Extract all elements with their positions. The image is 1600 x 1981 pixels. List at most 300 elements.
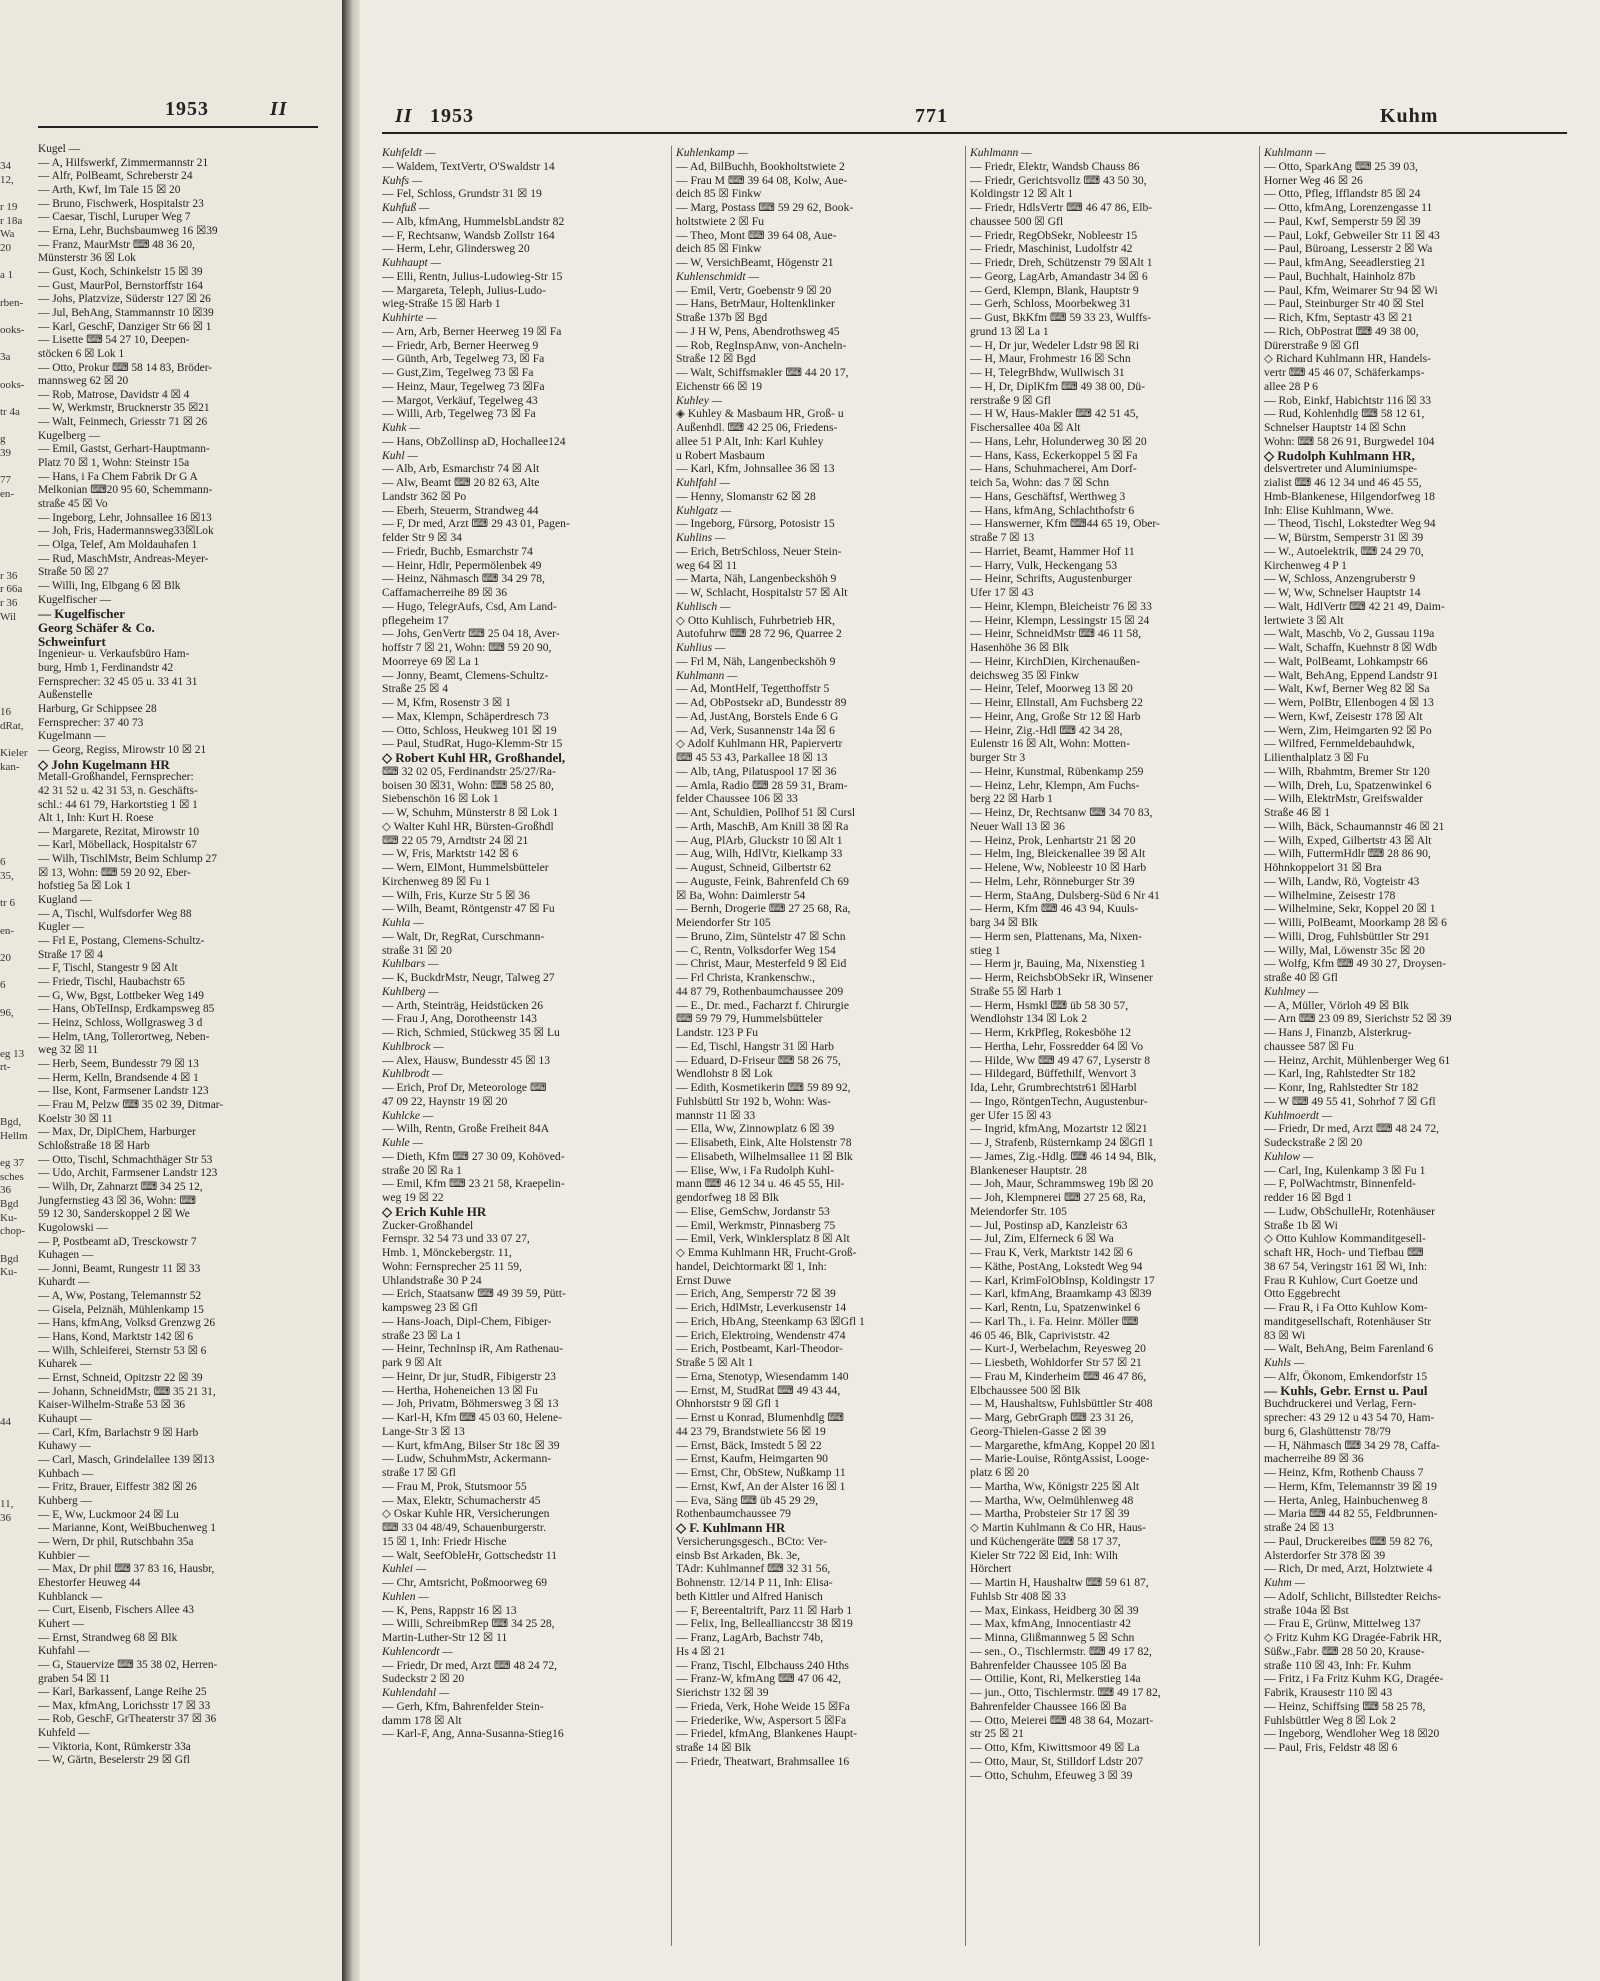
edge-fragment — [0, 843, 34, 857]
edge-fragment: eg 37 — [0, 1156, 25, 1169]
directory-entry: — Hans, ObTelInsp, Erdkampsweg 85 — [38, 1003, 215, 1016]
edge-fragment: 12, — [0, 173, 14, 186]
directory-entry: — Konr, Ing, Rahlstedter Str 182 — [1264, 1081, 1419, 1094]
directory-entry: — Karl, Ing, Rahlstedter Str 182 — [1264, 1067, 1416, 1081]
edge-fragment — [0, 529, 34, 543]
directory-entry: ⌨ 33 04 48/49, Schauenburgerstr. — [382, 1521, 546, 1534]
directory-entry: — Emil, Kfm ⌨ 23 21 58, Kraepelin- — [382, 1177, 565, 1191]
directory-entry: chaussee 500 ☒ Gfl — [970, 214, 1064, 228]
directory-entry: — Hildegard, Büffethilf, Wenvort 3 — [970, 1067, 1137, 1081]
directory-entry: weg 19 ☒ 22 — [382, 1191, 444, 1204]
directory-entry: — Rich, Kfm, Septastr 43 ☒ 21 — [1264, 311, 1413, 324]
directory-entry: — Max, Einkass, Heidberg 30 ☒ 39 — [970, 1603, 1139, 1617]
book-gutter — [342, 0, 360, 1981]
directory-entry: — K, Pens, Rappstr 16 ☒ 13 — [382, 1603, 517, 1617]
directory-entry: Rothenbaumchaussee 79 — [676, 1507, 791, 1521]
edge-fragment — [0, 392, 34, 406]
edge-fragment: Ku- — [0, 1266, 18, 1279]
directory-entry: — C, Rentn, Volksdorfer Weg 154 — [676, 943, 836, 957]
directory-entry: — Henny, Slomanstr 62 ☒ 28 — [676, 489, 816, 503]
directory-entry: Straße 137b ☒ Bgd — [676, 311, 768, 324]
directory-entry: — Ilse, Kont, Farmsener Landstr 123 — [38, 1085, 209, 1098]
directory-entry: — Ingo, RöntgenTechn, Augustenbur- — [970, 1094, 1148, 1108]
directory-entry: — Ad, JustAng, Borstels Ende 6 G — [676, 709, 839, 723]
directory-entry: Fernsprecher: 32 45 05 u. 33 41 31 — [38, 675, 198, 688]
directory-entry: — Paul, kfmAng, Seeadlerstieg 21 — [1264, 256, 1426, 269]
directory-entry: — Alb, tAng, Pilatuspool 17 ☒ 36 — [676, 764, 837, 778]
directory-entry: — Otto, Meierei ⌨ 48 38 64, Mozart- — [970, 1713, 1154, 1727]
surname-heading: Kuhlmann — — [1264, 146, 1326, 159]
directory-entry: — Paul, Büroang, Lesserstr 2 ☒ Wa — [1264, 242, 1433, 256]
directory-entry: straße 45 ☒ Vo — [38, 498, 108, 511]
edge-fragment: Bgd — [0, 1252, 19, 1265]
directory-entry: — Franz, MaurMstr ⌨ 48 36 20, — [38, 238, 195, 251]
directory-entry: — Friedr, Arb, Berner Heerweg 9 — [382, 338, 539, 352]
directory-entry: Straße 5 ☒ Alt 1 — [676, 1356, 754, 1369]
left-edge-fragments — [0, 160, 34, 1526]
directory-entry: einsb Bst Arkaden, Bk. 3e, — [676, 1548, 800, 1562]
surname-heading: Kuhls — — [1264, 1356, 1305, 1369]
directory-entry: straße 104a ☒ Bst — [1264, 1603, 1349, 1617]
edge-fragment — [0, 693, 34, 707]
directory-entry: 59 12 30, Sanderskoppel 2 ☒ We — [38, 1208, 190, 1221]
directory-entry: Harburg, Gr Schippsee 28 — [38, 702, 157, 715]
directory-entry: — Heinr, Klempn, Bleicheistr 76 ☒ 33 — [970, 599, 1152, 613]
directory-entry: — W ⌨ 49 55 41, Sohrhof 7 ☒ Gfl — [1264, 1094, 1436, 1108]
directory-entry: — Hertha, Hoheneichen 13 ☒ Fu — [382, 1383, 538, 1397]
directory-entry: redder 16 ☒ Bgd 1 — [1264, 1191, 1353, 1204]
directory-entry: ⌨ 45 53 43, Parkallee 18 ☒ 13 — [676, 751, 828, 764]
directory-entry: — Rud, Kohlenhdlg ⌨ 58 12 61, — [1264, 407, 1425, 421]
surname-heading: Kuhlins — — [676, 531, 726, 544]
directory-entry: felder Str 9 ☒ 34 — [382, 531, 462, 544]
directory-entry: — Helm, tAng, Tollerortweg, Neben- — [38, 1030, 210, 1043]
directory-entry: handel, Deichtormarkt ☒ 1, Inh: — [676, 1259, 827, 1273]
directory-entry: Straße 25 ☒ 4 — [382, 682, 449, 696]
directory-entry: — Christ, Maur, Mesterfeld 9 ☒ Eid — [676, 957, 847, 971]
directory-entry: — Johann, SchneidMstr, ⌨ 35 21 31, — [38, 1385, 216, 1398]
edge-fragment: 6 — [0, 856, 6, 869]
directory-entry: — Arth, Kwf, Im Tale 15 ☒ 20 — [38, 183, 181, 196]
directory-entry: — Ernst, Chr, ObStew, Nußkamp 11 — [676, 1466, 846, 1479]
directory-entry: — Willi, Drog, Fuhlsbüttler Str 291 — [1264, 929, 1430, 943]
directory-entry: Fernspr. 32 54 73 und 33 07 27, — [382, 1232, 530, 1246]
edge-fragment — [0, 638, 34, 652]
directory-entry: — Frieda, Verk, Hohe Weide 15 ☒Fa — [676, 1699, 850, 1713]
directory-entry: — Heinr, Dr jur, StudR, Fibigerstr 23 — [382, 1369, 556, 1383]
directory-entry: Eichenstr 66 ☒ 19 — [676, 379, 763, 393]
surname-heading: Kuhlmey — — [1264, 984, 1319, 998]
directory-entry: Sudeckstr 2 ☒ 20 — [382, 1672, 465, 1686]
edge-fragment — [0, 1403, 34, 1417]
directory-entry: Fuhlsbüttl Str 192 b, Wohn: Was- — [676, 1094, 831, 1108]
directory-entry: — Emil, Vertr, Goebenstr 9 ☒ 20 — [676, 283, 832, 297]
directory-entry: — A, Ww, Postang, Telemannstr 52 — [38, 1290, 202, 1303]
directory-entry: — Elise, GemSchw, Jordanstr 53 — [676, 1204, 830, 1218]
directory-entry: — Kurt, kfmAng, Bilser Str 18c ☒ 39 — [382, 1438, 560, 1452]
directory-entry: — Gust, MaurPol, Bernstorffstr 164 — [38, 279, 203, 292]
directory-entry: — Herm, KrkPfleg, Rokesböhe 12 — [970, 1026, 1131, 1039]
directory-entry: ⌨ 59 79 79, Hummelsbütteler — [676, 1012, 823, 1026]
directory-entry: — Gerh, Schloss, Moorbekweg 31 — [970, 297, 1132, 311]
edge-fragment — [0, 1362, 34, 1376]
directory-entry: — James, Zig.-Hdlg. ⌨ 46 14 94, Blk, — [970, 1149, 1157, 1163]
directory-entry: — F, Tischl, Stangestr 9 ☒ Alt — [38, 962, 178, 975]
directory-entry: — Ad, Verk, Susannenstr 14a ☒ 6 — [676, 723, 835, 737]
directory-entry: — Herm, StaAng, Dulsberg-Süd 6 Nr 41 — [970, 888, 1160, 902]
directory-entry: — Arn ⌨ 23 09 89, Sierichstr 52 ☒ 39 — [1264, 1012, 1452, 1026]
directory-entry: — Theo, Mont ⌨ 39 64 08, Aue- — [676, 228, 837, 242]
directory-entry: — Waldem, TextVertr, O'Swaldstr 14 — [382, 159, 555, 173]
directory-entry: straße 110 ☒ 43, Inh: Fr. Kuhm — [1264, 1658, 1412, 1672]
directory-entry: — W., Autoelektrik, ⌨ 24 29 70, — [1264, 544, 1424, 558]
directory-entry: — Heinr, Kunstmal, Rübenkamp 259 — [970, 764, 1144, 778]
directory-entry: — Friederike, Ww, Aspersort 5 ☒Fa — [676, 1713, 847, 1727]
directory-entry: — Rich, Schmied, Stückweg 35 ☒ Lu — [382, 1026, 560, 1039]
edge-fragment — [0, 1239, 34, 1253]
directory-entry: — Arn, Arb, Berner Heerweg 19 ☒ Fa — [382, 324, 562, 338]
directory-entry: — Edith, Kosmetikerin ⌨ 59 89 92, — [676, 1081, 851, 1094]
directory-entry: — Frau J, Ang, Dorotheenstr 143 — [382, 1012, 537, 1026]
directory-entry: — Margarethe, kfmAng, Koppel 20 ☒1 — [970, 1438, 1156, 1452]
directory-entry: — Karl-H, Kfm ⌨ 45 03 60, Helene- — [382, 1411, 562, 1424]
directory-entry: — Walt, Maschb, Vo 2, Gussau 119a — [1264, 627, 1435, 641]
directory-entry: Fabrik, Krausestr 110 ☒ 43 — [1264, 1686, 1393, 1699]
directory-entry: — Friedr, RegObSekr, Nobleestr 15 — [970, 228, 1138, 242]
directory-entry: — Paul, Lokf, Gebweiler Str 11 ☒ 43 — [1264, 228, 1440, 242]
edge-fragment — [0, 283, 34, 297]
surname-heading: Kuhbier — — [38, 1549, 90, 1562]
edge-fragment — [0, 938, 34, 952]
edge-fragment — [0, 966, 34, 980]
surname-heading: Kuhlenschmidt — — [676, 269, 759, 283]
directory-entry: — Gerd, Klempn, Blank, Hauptstr 9 — [970, 283, 1139, 297]
edge-fragment: r 19 — [0, 200, 18, 213]
surname-heading: Kugelfischer — — [38, 593, 112, 606]
directory-entry: — Ernst, Strandweg 68 ☒ Blk — [38, 1631, 178, 1644]
directory-entry: — Frau M, Pelzw ⌨ 35 02 39, Ditmar- — [38, 1098, 224, 1111]
directory-entry: — Curt, Eisenb, Fischers Allee 43 — [38, 1604, 194, 1617]
directory-entry: — Gust, BkKfm ⌨ 59 33 23, Wulffs- — [970, 311, 1152, 324]
surname-heading: Kuhlisch — — [676, 599, 731, 613]
directory-entry: — Wilh, Landw, Rö, Vogteistr 43 — [1264, 874, 1420, 888]
directory-entry: Frau R Kuhlow, Curt Goetze und — [1264, 1273, 1418, 1287]
directory-entry: — Ludw, ObSchulleHr, Rotenhäuser — [1264, 1204, 1436, 1218]
directory-entry: — Ant, Schuldien, Pollhof 51 ☒ Cursl — [676, 806, 856, 819]
edge-fragment — [0, 816, 34, 830]
directory-entry: Straße 17 ☒ 4 — [38, 948, 103, 961]
directory-entry: — Paul, Buchhalt, Hainholz 87b — [1264, 269, 1416, 283]
directory-entry: — Heinz, Schiffsing ⌨ 58 25 78, — [1264, 1699, 1426, 1713]
surname-heading: Kuhlberg — — [382, 984, 439, 998]
directory-entry: — Heinz, Dr, Rechtsanw ⌨ 34 70 83, — [970, 806, 1153, 819]
directory-entry: 47 09 22, Haynstr 19 ☒ 20 — [382, 1094, 508, 1108]
directory-entry: deichsweg 35 ☒ Finkw — [970, 668, 1080, 682]
directory-entry: — J, Strafenb, Rüsternkamp 24 ☒Gfl 1 — [970, 1136, 1154, 1149]
directory-entry: — Wilh, Beamt, Röntgenstr 47 ☒ Fu — [382, 902, 555, 916]
directory-entry: — Marie-Louise, RöntgAssist, Looge- — [970, 1452, 1150, 1466]
directory-entry: — Ernst, Kwf, An der Alster 16 ☒ 1 — [676, 1479, 846, 1493]
directory-entry: Koelstr 30 ☒ 11 — [38, 1112, 113, 1125]
directory-entry: ◇ Richard Kuhlmann HR, Handels- — [1264, 352, 1432, 366]
directory-entry: 46 05 46, Blk, Capriviststr. 42 — [970, 1328, 1110, 1342]
surname-heading: Kuhlmoerdt — — [1264, 1108, 1333, 1122]
directory-entry: — Walt, SeefObleHr, Gottschedstr 11 — [382, 1548, 558, 1562]
directory-entry: — Otto, Schloss, Heukweg 101 ☒ 19 — [382, 723, 557, 737]
directory-entry: — Friedr, Dr med, Arzt ⌨ 48 24 72, — [382, 1658, 558, 1672]
directory-entry: — A, Müller, Vörloh 49 ☒ Blk — [1264, 998, 1409, 1012]
directory-entry: — G, Ww, Bgst, Lottbeker Weg 149 — [38, 989, 204, 1002]
directory-entry: — Otto, SparkAng ⌨ 25 39 03, — [1264, 159, 1418, 173]
directory-entry: — Kurt-J, Werbelachm, Reyesweg 20 — [970, 1342, 1146, 1356]
directory-entry: straße 24 ☒ 13 — [1264, 1521, 1334, 1534]
directory-entry: — Eva, Säng ⌨ üb 45 29 29, — [676, 1493, 819, 1507]
surname-heading: Kugelberg — — [38, 429, 101, 442]
directory-entry: — Herta, Anleg, Hainbuchenweg 8 — [1264, 1493, 1428, 1507]
surname-heading: Kuhlow — — [1264, 1149, 1314, 1163]
directory-entry: — Herm, Kfm, Telemannstr 39 ☒ 19 — [1264, 1479, 1437, 1493]
edge-fragment — [0, 1089, 34, 1103]
directory-entry: Uhlandstraße 30 P 24 — [382, 1273, 482, 1287]
surname-heading: Kuhardt — — [38, 1276, 90, 1289]
directory-entry: Ufer 17 ☒ 43 — [970, 586, 1034, 599]
directory-entry: — Martin H, Haushaltw ⌨ 59 61 87, — [970, 1576, 1149, 1589]
directory-entry: — Alb, kfmAng, HummelsbLandstr 82 — [382, 214, 565, 228]
edge-fragment: g — [0, 433, 6, 446]
edge-fragment — [0, 734, 34, 748]
directory-entry: — Karl, Barkassenf, Lange Reihe 25 — [38, 1686, 207, 1699]
edge-fragment — [0, 1280, 34, 1294]
column-divider — [1259, 146, 1260, 1946]
directory-column-1 — [382, 146, 667, 1741]
edge-fragment — [0, 652, 34, 666]
directory-entry: — Herm, ReichsbObSekr iR, Winsener — [970, 971, 1153, 984]
directory-entry: — Karl-F, Ang, Anna-Susanna-Stieg16 — [382, 1727, 564, 1741]
directory-entry: — Otto, kfmAng, Lorenzengasse 11 — [1264, 201, 1433, 214]
directory-entry: — Alfr, PolBeamt, Schreberstr 24 — [38, 170, 193, 183]
directory-entry: — H W, Haus-Makler ⌨ 42 51 45, — [970, 407, 1139, 421]
directory-entry: — Herm jr, Bauing, Ma, Nixenstieg 1 — [970, 957, 1146, 971]
surname-heading: Kuhk — — [382, 421, 420, 434]
directory-entry: — Jul, Postinsp aD, Kanzleistr 63 — [970, 1218, 1128, 1232]
directory-entry: u Robert Masbaum — [676, 448, 765, 462]
directory-entry: — W, Fris, Marktstr 142 ☒ 6 — [382, 847, 518, 861]
directory-entry: — Martha, Probsteier Str 17 ☒ 39 — [970, 1507, 1130, 1521]
directory-entry: — Erich, HdlMstr, Leverkusenstr 14 — [676, 1301, 847, 1314]
directory-entry: Landstr. 123 P Fu — [676, 1026, 759, 1039]
directory-entry: — Hans, Kass, Eckerkoppel 5 ☒ Fa — [970, 448, 1138, 462]
surname-heading: Kuhm — — [1264, 1576, 1305, 1589]
directory-entry: Bohnenstr. 12/14 P 11, Inh: Elisa- — [676, 1576, 833, 1589]
edge-fragment: 20 — [0, 952, 11, 965]
directory-entry: Meiendorfer Str 105 — [676, 916, 771, 929]
directory-entry: — W, Bürstm, Semperstr 31 ☒ 39 — [1264, 531, 1424, 544]
directory-entry: Fischersallee 40a ☒ Alt — [970, 421, 1081, 434]
surname-heading: Kuharek — — [38, 1358, 92, 1371]
directory-entry: — Kugelfischer — [38, 607, 126, 621]
directory-entry: Sierichstr 132 ☒ 39 — [676, 1686, 769, 1699]
edge-fragment: a 1 — [0, 269, 14, 282]
surname-heading: Kuhhirte — — [382, 311, 437, 324]
directory-entry: Schloßstraße 18 ☒ Harb — [38, 1139, 150, 1152]
directory-entry: Hasenhöhe 36 ☒ Blk — [970, 641, 1069, 654]
directory-entry: — Fel, Schloss, Grundstr 31 ☒ 19 — [382, 187, 542, 201]
directory-entry: — Maria ⌨ 44 82 55, Feldbrunnen- — [1264, 1507, 1438, 1521]
directory-entry: boisen 30 ☒31, Wohn: ⌨ 58 25 80, — [382, 778, 554, 792]
directory-entry: — Ingeborg, Fürsorg, Potosistr 15 — [676, 517, 835, 531]
edge-fragment: Kieler — [0, 747, 28, 760]
edge-fragment — [0, 1375, 34, 1389]
directory-entry: — Heinr, Ellnstall, Am Fuchsberg 22 — [970, 696, 1143, 709]
directory-entry: — Günth, Arb, Tegelweg 73, ☒ Fa — [382, 352, 545, 366]
directory-entry: — Alw, Beamt ⌨ 20 82 63, Alte — [382, 476, 540, 489]
left-page — [0, 0, 342, 1981]
edge-fragment: r 18a — [0, 214, 23, 227]
surname-heading: Kuhbach — — [38, 1467, 94, 1480]
surname-heading: Kuhberg — — [38, 1494, 92, 1507]
surname-heading: Kuhhaupt — — [382, 256, 441, 269]
directory-entry: — Herm sen, Plattenans, Ma, Nixen- — [970, 929, 1142, 943]
directory-entry: allee 51 P Alt, Inh: Karl Kuhley — [676, 434, 824, 448]
directory-entry: Außenhdl. ⌨ 42 25 06, Friedens- — [676, 421, 838, 434]
directory-entry: Wendlohstr 134 ☒ Lok 2 — [970, 1012, 1088, 1026]
directory-entry: — Frau E, Grünw, Mittelweg 137 — [1264, 1617, 1421, 1631]
directory-entry: deich 85 ☒ Finkw — [676, 242, 762, 256]
directory-entry: — Herb, Seem, Bundesstr 79 ☒ 13 — [38, 1057, 199, 1070]
directory-entry: Ernst Duwe — [676, 1273, 732, 1287]
directory-entry: — Friedr, Maschinist, Ludolfstr 42 — [970, 242, 1133, 256]
directory-entry: ◇ Fritz Kuhm KG Dragée-Fabrik HR, — [1264, 1631, 1442, 1644]
directory-entry: manditgesellschaft, Rotenhäuser Str — [1264, 1314, 1432, 1328]
directory-entry: schaft HR, Hoch- und Tiefbau ⌨ — [1264, 1246, 1424, 1259]
directory-entry: — Otto, Prokur ⌨ 58 14 83, Bröder- — [38, 361, 213, 374]
directory-entry: — Paul, Druckereibes ⌨ 59 82 76, — [1264, 1534, 1433, 1548]
directory-entry: — Wilh, Exped, Gilbertstr 43 ☒ Alt — [1264, 833, 1432, 847]
directory-entry: — Dieth, Kfm ⌨ 27 30 09, Kohöved- — [382, 1149, 565, 1163]
surname-heading: Kuhl — — [382, 448, 418, 462]
directory-entry: Lange-Str 3 ☒ 13 — [382, 1424, 465, 1438]
directory-entry: park 9 ☒ Alt — [382, 1356, 442, 1369]
directory-entry: — H, Dr, DiplKfm ⌨ 49 38 00, Dü- — [970, 379, 1146, 393]
directory-entry: — Heinr, Telef, Moorweg 13 ☒ 20 — [970, 682, 1133, 696]
directory-entry: — Otto, Kfm, Kiwittsmoor 49 ☒ La — [970, 1741, 1140, 1754]
surname-heading: Kuhley — — [676, 393, 723, 407]
directory-entry: — Udo, Archit, Farmsener Landstr 123 — [38, 1167, 218, 1180]
directory-entry: — M, Haushaltsw, Fuhlsbüttler Str 408 — [970, 1397, 1153, 1411]
directory-entry: — Liesbeth, Wohldorfer Str 57 ☒ 21 — [970, 1356, 1142, 1369]
directory-entry: Sudeckstraße 2 ☒ 20 — [1264, 1136, 1363, 1149]
surname-heading: Kuhfeld — — [38, 1727, 90, 1740]
directory-entry: — Hans, Schuhmacherei, Am Dorf- — [970, 462, 1137, 476]
directory-entry: TAdr: Kuhlmannef ⌨ 32 31 56, — [676, 1562, 831, 1576]
directory-entry: — H, TelegrBhdw, Wullwisch 31 — [970, 366, 1125, 379]
surname-heading: Kuhert — — [38, 1617, 84, 1630]
directory-entry: — Harriet, Beamt, Hammer Hof 11 — [970, 544, 1135, 558]
directory-entry: — Hans, BetrMaur, Holtenklinker — [676, 297, 835, 311]
directory-entry: mannsweg 62 ☒ 20 — [38, 375, 129, 388]
directory-entry: — Joh, Privatm, Böhmersweg 3 ☒ 13 — [382, 1397, 559, 1411]
directory-entry: kampsweg 23 ☒ Gfl — [382, 1301, 478, 1314]
directory-entry: ◇ Walter Kuhl HR, Bürsten-Großhdl — [382, 819, 554, 833]
directory-entry: — August, Schneid, Gilbertstr 62 — [676, 861, 832, 874]
directory-entry: — Franz, LagArb, Bachstr 74b, — [676, 1631, 824, 1644]
directory-entry: — Herm, Lehr, Glindersweg 20 — [382, 242, 530, 256]
edge-fragment — [0, 1348, 34, 1362]
directory-entry: — Erich, Ang, Semperstr 72 ☒ 39 — [676, 1287, 836, 1301]
directory-entry: Straße 55 ☒ Harb 1 — [970, 984, 1063, 998]
directory-entry: — J H W, Pens, Abendrothsweg 45 — [676, 324, 840, 338]
directory-entry: — W, Schloss, Anzengruberstr 9 — [1264, 572, 1416, 586]
directory-entry: ◇ Rudolph Kuhlmann HR, — [1264, 448, 1415, 463]
edge-fragment — [0, 829, 34, 843]
directory-entry: — Fritz, Brauer, Eiffestr 382 ☒ 26 — [38, 1481, 197, 1494]
directory-entry: Platz 70 ☒ 1, Wohn: Steinstr 15a — [38, 457, 190, 470]
directory-entry: mann ⌨ 46 12 34 u. 46 45 55, Hil- — [676, 1177, 845, 1191]
edge-fragment: 96, — [0, 1006, 14, 1019]
directory-entry: Straße 12 ☒ Bgd — [676, 352, 756, 366]
directory-entry: — Hertha, Lehr, Fossredder 64 ☒ Vo — [970, 1039, 1144, 1053]
edge-fragment: ooks- — [0, 378, 25, 391]
directory-entry: — Hans-Joach, Dipl-Chem, Fibiger- — [382, 1314, 552, 1328]
edge-fragment: r 36 — [0, 569, 18, 582]
left-header-roman: II — [270, 98, 288, 120]
directory-entry: — Heinz, Nähmasch ⌨ 34 29 78, — [382, 572, 545, 586]
directory-entry: Straße 50 ☒ 27 — [38, 566, 109, 579]
directory-entry: Siebenschön 16 ☒ Lok 1 — [382, 792, 499, 806]
edge-fragment — [0, 1389, 34, 1403]
directory-entry: Ehestorfer Heuweg 44 — [38, 1576, 141, 1589]
directory-entry: chaussee 587 ☒ Fu — [1264, 1039, 1354, 1053]
directory-entry: Wohn: ⌨ 58 26 91, Burgwedel 104 — [1264, 434, 1435, 448]
directory-entry: — Wilh, FuttermHdlr ⌨ 28 86 90, — [1264, 847, 1431, 861]
directory-entry: — Helm, Lehr, Rönneburger Str 39 — [970, 874, 1135, 888]
right-header-roman: II — [395, 105, 413, 127]
directory-entry: — Gerh, Kfm, Bahrenfelder Stein- — [382, 1699, 544, 1713]
edge-fragment: tr 4a — [0, 405, 20, 418]
edge-fragment — [0, 802, 34, 816]
directory-entry: — Rob, Einkf, Habichtstr 116 ☒ 33 — [1264, 393, 1432, 407]
directory-entry: — Wilh, Dreh, Lu, Spatzenwinkel 6 — [1264, 778, 1432, 792]
directory-entry: — Friedr, Elektr, Wandsb Chauss 86 — [970, 159, 1140, 173]
directory-entry: ☒ 13, Wohn: ⌨ 59 20 92, Eber- — [38, 866, 191, 879]
directory-entry: — Hans, i Fa Chem Fabrik Dr G A — [38, 470, 198, 483]
directory-entry: — Martha, Ww, Königstr 225 ☒ Alt — [970, 1479, 1140, 1493]
directory-entry: ⌨ 22 05 79, Arndtstr 24 ☒ 21 — [382, 833, 529, 847]
directory-entry: ◇ F. Kuhlmann HR — [676, 1521, 786, 1535]
directory-entry: — Wilh, Schleiferei, Sternstr 53 ☒ 6 — [38, 1344, 207, 1357]
directory-entry: ger Ufer 15 ☒ 43 — [970, 1108, 1052, 1122]
directory-entry: — Walt, BehAng, Eppend Landstr 91 — [1264, 668, 1439, 682]
directory-entry: 15 ☒ 1, Inh: Friedr Hische — [382, 1534, 507, 1548]
directory-entry: grund 13 ☒ La 1 — [970, 324, 1049, 338]
directory-entry: Schweinfurt — [38, 634, 106, 649]
directory-entry: — Otto, Schuhm, Efeuweg 3 ☒ 39 — [970, 1768, 1133, 1782]
directory-entry: straße 23 ☒ La 1 — [382, 1328, 462, 1342]
directory-entry: — Hans, kfmAng, Schlachthofstr 6 — [970, 503, 1135, 517]
directory-entry: — Paul, Fris, Feldstr 48 ☒ 6 — [1264, 1741, 1398, 1754]
directory-entry: — Wern, Dr phil, Rutschbahn 35a — [38, 1535, 194, 1548]
directory-entry: — K, BuckdrMstr, Neugr, Talweg 27 — [382, 971, 555, 984]
directory-entry: Elbchaussee 500 ☒ Blk — [970, 1383, 1081, 1397]
directory-entry: — Frl E, Postang, Clemens-Schultz- — [38, 935, 205, 948]
directory-entry: — Johs, Platzvize, Süderstr 127 ☒ 26 — [38, 293, 211, 306]
directory-entry: — Emil, Verk, Winklersplatz 8 ☒ Alt — [676, 1232, 850, 1246]
directory-entry: — Friedr, Theatwart, Brahmsallee 16 — [676, 1754, 850, 1768]
edge-fragment: rt- — [0, 1061, 11, 1074]
directory-entry: burg, Hmb 1, Ferdinandstr 42 — [38, 661, 174, 674]
edge-fragment — [0, 256, 34, 270]
directory-entry: — Jonny, Beamt, Clemens-Schultz- — [382, 668, 549, 682]
